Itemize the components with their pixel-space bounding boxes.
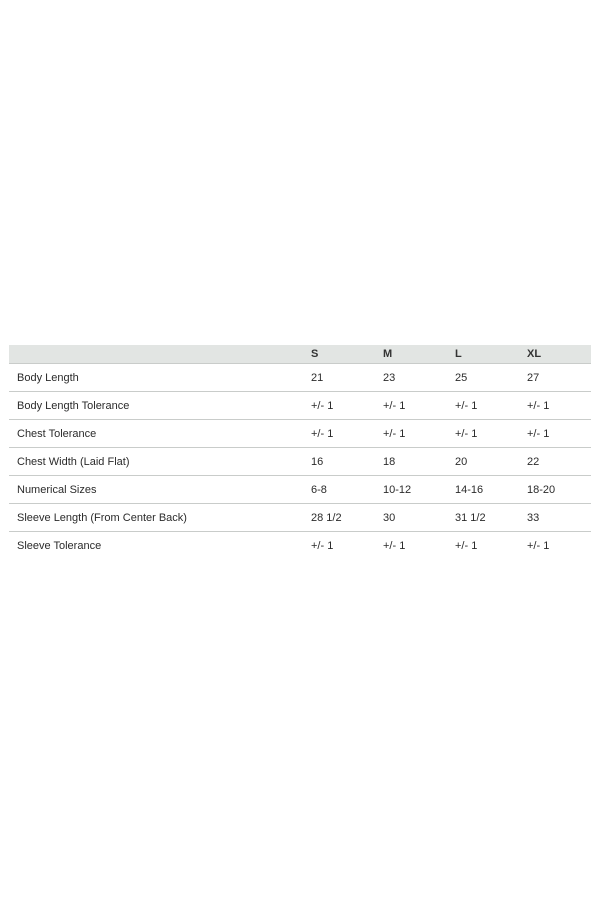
- row-label: Body Length: [9, 364, 303, 392]
- header-cell-size-xl: XL: [519, 345, 591, 364]
- cell-value: 33: [519, 504, 591, 532]
- cell-value: 6-8: [303, 476, 375, 504]
- row-label: Numerical Sizes: [9, 476, 303, 504]
- cell-value: +/- 1: [375, 392, 447, 420]
- cell-value: 27: [519, 364, 591, 392]
- cell-value: +/- 1: [375, 420, 447, 448]
- cell-value: 10-12: [375, 476, 447, 504]
- cell-value: +/- 1: [519, 420, 591, 448]
- cell-value: 21: [303, 364, 375, 392]
- cell-value: 23: [375, 364, 447, 392]
- cell-value: +/- 1: [311, 539, 334, 552]
- cell-value: 30: [375, 504, 447, 532]
- row-label: Sleeve Length (From Center Back): [9, 504, 303, 532]
- header-cell-label: [9, 345, 303, 364]
- row-label: Chest Tolerance: [9, 420, 303, 448]
- table-row: [9, 504, 591, 532]
- cell-value: +/- 1: [455, 539, 478, 552]
- header-cell-size-s: S: [303, 345, 375, 364]
- header-cell-size-m: M: [375, 345, 447, 364]
- row-label: Sleeve Tolerance: [17, 539, 102, 552]
- cell-value: 16: [303, 448, 375, 476]
- table-row: [9, 364, 591, 392]
- cell-value: 25: [447, 364, 519, 392]
- cell-value: +/- 1: [383, 539, 406, 552]
- cell-value: +/- 1: [447, 420, 519, 448]
- table-row: [9, 392, 591, 420]
- row-label: Chest Width (Laid Flat): [9, 448, 303, 476]
- header-cell-size-l: L: [447, 345, 519, 364]
- cell-value: 18: [375, 448, 447, 476]
- table-row: [9, 476, 591, 504]
- cell-value: 22: [519, 448, 591, 476]
- cell-value: +/- 1: [303, 392, 375, 420]
- cell-value: +/- 1: [447, 392, 519, 420]
- table-row: [9, 420, 591, 448]
- cell-value: +/- 1: [527, 539, 550, 552]
- cell-value: 28 1/2: [303, 504, 375, 532]
- table-row: [9, 532, 591, 560]
- cell-value: +/- 1: [519, 392, 591, 420]
- cell-value: 18-20: [519, 476, 591, 504]
- table-row: [9, 448, 591, 476]
- table-header-row: [9, 345, 591, 364]
- cell-value: 14-16: [447, 476, 519, 504]
- size-chart-table: [9, 345, 591, 559]
- cell-value: +/- 1: [303, 420, 375, 448]
- row-label: Body Length Tolerance: [9, 392, 303, 420]
- cell-value: 31 1/2: [447, 504, 519, 532]
- cell-value: 20: [447, 448, 519, 476]
